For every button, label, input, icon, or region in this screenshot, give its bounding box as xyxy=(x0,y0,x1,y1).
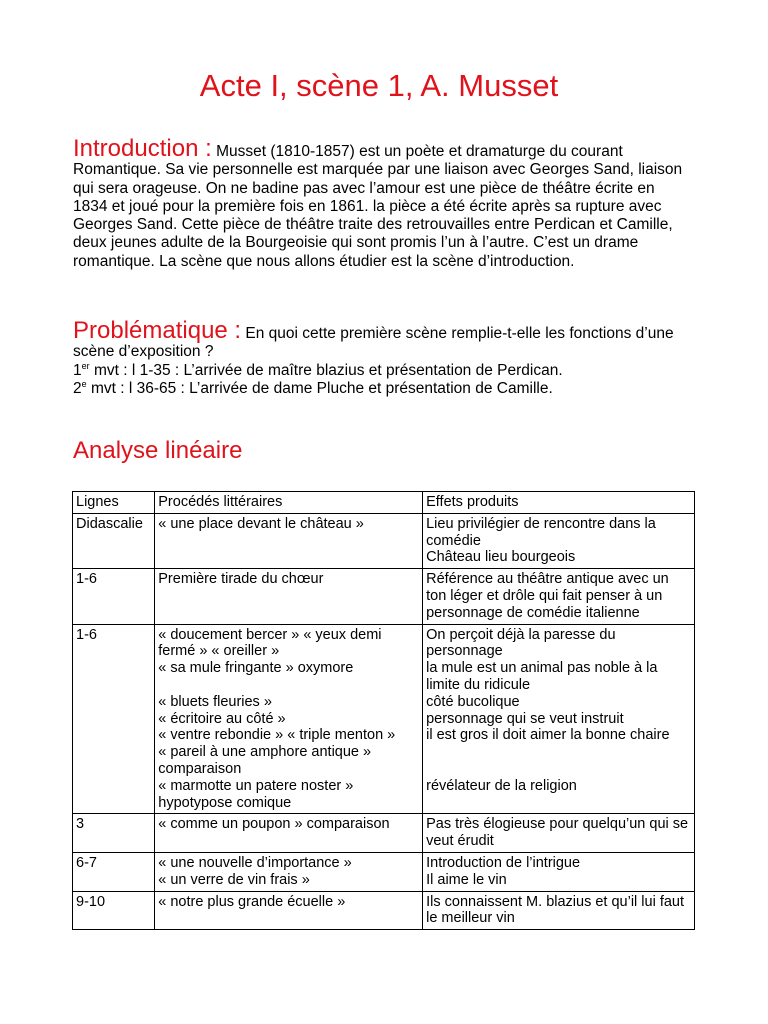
cell-line: « une place devant le château » xyxy=(158,515,364,532)
cell-line: Il aime le vin xyxy=(426,871,507,888)
cell-line: Lieu privilégier de rencontre dans la comédie xyxy=(426,515,656,549)
cell-line: révélateur de la religion xyxy=(426,777,577,794)
cell-lignes: 9-10 xyxy=(73,891,155,930)
table-row xyxy=(73,891,695,930)
cell-procedes xyxy=(155,513,423,568)
introduction-section xyxy=(73,135,693,271)
header-procedes: Procédés littéraires xyxy=(155,492,423,514)
cell-line: Référence au théâtre antique avec un ton léger et drôle qui fait penser à un personnage de comédie italienne xyxy=(426,571,669,621)
cell-line: Ils connaissent M. blazius et qu’il lui faut le meilleur vin xyxy=(426,893,685,927)
problematique-heading: Problématique : xyxy=(73,317,242,344)
cell-procedes xyxy=(155,891,423,930)
table-header-row xyxy=(73,492,695,514)
movement-number: 2 xyxy=(73,379,82,397)
cell-line: « bluets fleuries » xyxy=(158,693,272,710)
problematique-text: En quoi cette première scène remplie-t-elle les fonctions d’une scène d’exposition ? xyxy=(73,325,674,361)
cell-effets xyxy=(423,814,695,853)
cell-procedes xyxy=(155,569,423,624)
cell-line xyxy=(426,744,691,761)
movement-text: mvt : l 1-35 : L’arrivée de maître blazius et présentation de Perdican. xyxy=(93,361,563,379)
cell-effets xyxy=(423,852,695,891)
cell-line: Pas très élogieuse pour quelqu’un qui se veut érudit xyxy=(426,816,689,850)
cell-line: « comme un poupon » comparaison xyxy=(158,816,390,833)
analyse-heading: Analyse linéaire xyxy=(73,437,243,464)
cell-lignes: 3 xyxy=(73,814,155,853)
cell-line: la mule est un animal pas noble à la limite du ridicule xyxy=(426,660,658,693)
cell-line: il est gros il doit aimer la bonne chaire xyxy=(426,727,670,744)
table-row xyxy=(73,852,695,891)
movement-ordinal: er xyxy=(81,360,90,371)
cell-line: On perçoit déjà la paresse du personnage xyxy=(426,626,616,660)
table-row xyxy=(73,814,695,853)
cell-line: « une nouvelle d’importance » xyxy=(158,854,352,871)
header-lignes: Lignes xyxy=(73,492,155,514)
movement-2 xyxy=(73,380,693,398)
cell-line: Château lieu bourgeois xyxy=(426,549,576,566)
table-row xyxy=(73,513,695,568)
cell-effets xyxy=(423,624,695,814)
cell-procedes xyxy=(155,624,423,814)
cell-line xyxy=(158,677,419,694)
movement-1 xyxy=(73,362,693,380)
problematique-section xyxy=(73,317,693,398)
cell-lignes: 1-6 xyxy=(73,624,155,814)
cell-line: « un verre de vin frais » xyxy=(158,871,310,888)
page-title: Acte I, scène 1, A. Musset xyxy=(199,68,559,103)
cell-effets xyxy=(423,891,695,930)
cell-effets xyxy=(423,569,695,624)
cell-line: côté bucolique xyxy=(426,693,520,710)
cell-line: « notre plus grande écuelle » xyxy=(158,893,346,910)
cell-line: « écritoire au côté » xyxy=(158,710,286,727)
table-body xyxy=(73,513,695,929)
table-row xyxy=(73,624,695,814)
cell-line: « marmotte un patere noster » hypotypose comique xyxy=(158,777,354,811)
table-row xyxy=(73,569,695,624)
cell-procedes xyxy=(155,852,423,891)
movement-text: mvt : l 36-65 : L’arrivée de dame Pluche et présentation de Camille. xyxy=(90,379,553,397)
cell-line: Introduction de l’intrigue xyxy=(426,854,581,871)
cell-line: « doucement bercer » « yeux demi fermé » « oreiller » xyxy=(158,626,382,660)
cell-line xyxy=(426,761,691,778)
cell-lignes: Didascalie xyxy=(73,513,155,568)
movement-number: 1 xyxy=(73,361,82,379)
cell-line: personnage qui se veut instruit xyxy=(426,710,624,727)
cell-procedes xyxy=(155,814,423,853)
introduction-heading: Introduction : xyxy=(73,135,212,162)
cell-lignes: 6-7 xyxy=(73,852,155,891)
header-effets: Effets produits xyxy=(423,492,695,514)
cell-line: « ventre rebondie » « triple menton » xyxy=(158,727,396,744)
cell-line: « sa mule fringante » oxymore xyxy=(158,660,354,677)
cell-effets xyxy=(423,513,695,568)
cell-lignes: 1-6 xyxy=(73,569,155,624)
movement-ordinal: e xyxy=(81,378,87,389)
analysis-table xyxy=(72,491,695,930)
cell-line: « pareil à une amphore antique » comparaison xyxy=(158,744,372,777)
introduction-text: Musset (1810-1857) est un poète et dramaturge du courant Romantique. Sa vie personnelle est marquée par une liaison avec Georges Sand, liaison qui sera orageuse. On ne badine pas avec l’amour est une pièce de théâtre écrite en 1834 et joué pour la première fois en 1861. la pièce a été écrite après sa rupture avec Georges Sand. Cette pièce de théâtre traite des retrouvailles entre Perdican et Camille, deux jeunes adulte de la Bourgeoisie qui sont promis l’un à l’autre. C’est un drame romantique. La scène que nous allons étudier est la scène d’introduction. xyxy=(73,143,683,270)
cell-line: Première tirade du chœur xyxy=(158,571,324,588)
